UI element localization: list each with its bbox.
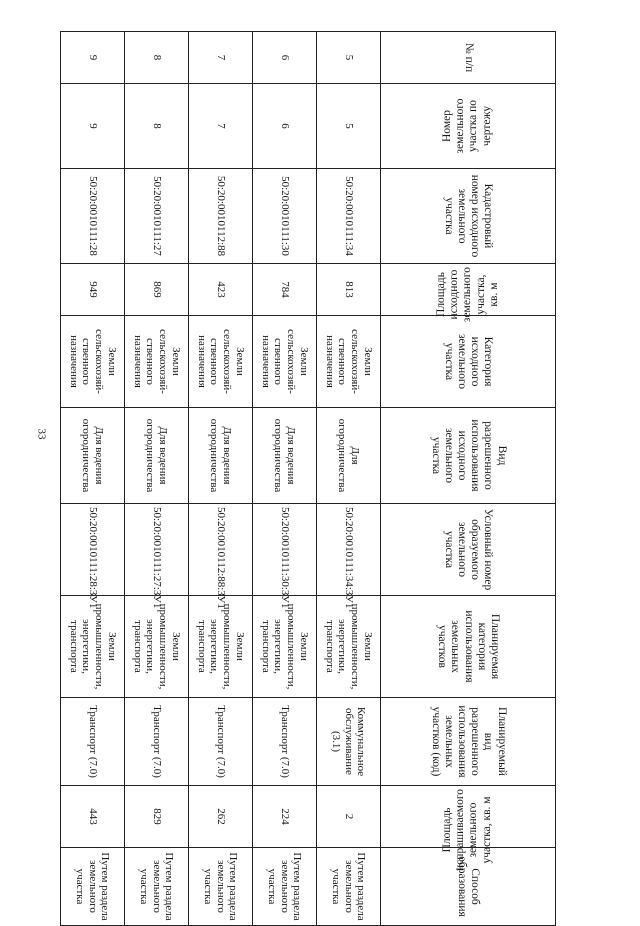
cell-planned-category: Земли промышленности, энергетики, транспорта (125, 596, 189, 698)
cell-planned-category: Земли промышленности, энергетики, транспорта (189, 596, 253, 698)
cell-plot-number: 5 (317, 84, 381, 169)
cell-planned-category: Земли промышленности, энергетики, транспорта (317, 596, 381, 698)
cell-orig-area: 423 (189, 264, 253, 316)
cell-req-area: 829 (125, 786, 189, 848)
cell-cadastral: 50:20:0010111:30 (253, 169, 317, 264)
cell-planned-use: Коммунальное обслуживание (3.1) (317, 698, 381, 786)
header-category: Категория исходного земельного участка (381, 316, 556, 408)
cell-planned-use: Транспорт (7.0) (253, 698, 317, 786)
cell-cadastral: 50:20:0010112:88 (189, 169, 253, 264)
cell-cond-number: 50:20:0010111:34:ЗУ1 (317, 504, 381, 596)
cell-permitted-use: Для ведения огородничества (253, 408, 317, 504)
cell-method: Путем раздела земельного участка (125, 848, 189, 926)
header-cadastral: Кадастровый номер исходного земельного участка (381, 169, 556, 264)
header-method: Способ образования (381, 848, 556, 926)
cell-category: Земли сельскохозяй-ственного назначения (61, 316, 125, 408)
cell-planned-use: Транспорт (7.0) (189, 698, 253, 786)
cell-planned-use: Транспорт (7.0) (61, 698, 125, 786)
header-planned-use: Планируемый вид разрешенного использования земельных участков (код) (381, 698, 556, 786)
cell-cadastral: 50:20:0010111:34 (317, 169, 381, 264)
cell-planned-category: Земли промышленности, энергетики, транспорта (253, 596, 317, 698)
cell-orig-area: 949 (61, 264, 125, 316)
cell-permitted-use: Для ведения огородничества (189, 408, 253, 504)
header-req-area-text: Площадь испрашиваемого земельного участка, кв. м (441, 788, 494, 871)
cell-req-area: 262 (189, 786, 253, 848)
cell-cond-number: 50:20:0010111:28:ЗУ1 (61, 504, 125, 596)
cell-category: Земли сельскохозяй-ственного назначения (317, 316, 381, 408)
cell-planned-use: Транспорт (7.0) (125, 698, 189, 786)
cell-num: 8 (125, 32, 189, 84)
cell-plot-number: 8 (125, 84, 189, 169)
cell-req-area: 2 (317, 786, 381, 848)
header-permitted-use: Вид разрешенного использования исходного земельного участка (381, 408, 556, 504)
cell-num: 9 (61, 32, 125, 84)
cell-num: 7 (189, 32, 253, 84)
land-plots-table-rotated (61, 31, 556, 921)
cell-orig-area: 869 (125, 264, 189, 316)
header-plot-number-text: Номер земельного участка по чертежу (441, 98, 494, 154)
cell-num: 6 (253, 32, 317, 84)
cell-num: 5 (317, 32, 381, 84)
cell-cond-number: 50:20:0010111:30:ЗУ1 (253, 504, 317, 596)
header-req-area (381, 786, 556, 871)
cell-permitted-use: Для ведения огородничества (125, 408, 189, 504)
cell-orig-area: 813 (317, 264, 381, 316)
cell-cadastral: 50:20:0010111:27 (125, 169, 189, 264)
header-orig-area (381, 264, 556, 323)
header-num: № п/п (381, 32, 556, 84)
cell-cond-number: 50:20:0010112:88:ЗУ1 (189, 504, 253, 596)
header-plot-number (381, 84, 556, 169)
table-row (253, 32, 317, 926)
table-header-row (381, 32, 556, 926)
table-row (61, 32, 125, 926)
cell-planned-category: Земли промышленности, энергетики, транспорта (61, 596, 125, 698)
cell-orig-area: 784 (253, 264, 317, 316)
cell-plot-number: 9 (61, 84, 125, 169)
header-cond-number: Условный номер образуемого земельного участка (381, 504, 556, 596)
cell-permitted-use: Для огородничества (317, 408, 381, 504)
cell-category: Земли сельскохозяй-ственного назначения (253, 316, 317, 408)
cell-plot-number: 6 (253, 84, 317, 169)
header-planned-category: Планируемая категория использования земельных участков (381, 596, 556, 698)
cell-method: Путем раздела земельного участка (253, 848, 317, 926)
cell-method: Путем раздела земельного участка (61, 848, 125, 926)
cell-cond-number: 50:20:0010111:27:ЗУ1 (125, 504, 189, 596)
cell-req-area: 224 (253, 786, 317, 848)
cell-category: Земли сельскохозяй-ственного назначения (125, 316, 189, 408)
header-orig-area-text: Площадь исходного земельного участка, кв. м (434, 267, 500, 323)
cell-cadastral: 50:20:0010111:28 (61, 169, 125, 264)
table-row (317, 32, 381, 926)
table-row (125, 32, 189, 926)
page-number: 33 (35, 428, 48, 440)
cell-req-area: 443 (61, 786, 125, 848)
cell-category: Земли сельскохозяй-ственного назначения (189, 316, 253, 408)
land-plots-table (60, 31, 556, 926)
cell-method: Путем раздела земельного участка (189, 848, 253, 926)
table-row (189, 32, 253, 926)
cell-permitted-use: Для ведения огородничества (61, 408, 125, 504)
cell-method: Путем раздела земельного участка (317, 848, 381, 926)
cell-plot-number: 7 (189, 84, 253, 169)
